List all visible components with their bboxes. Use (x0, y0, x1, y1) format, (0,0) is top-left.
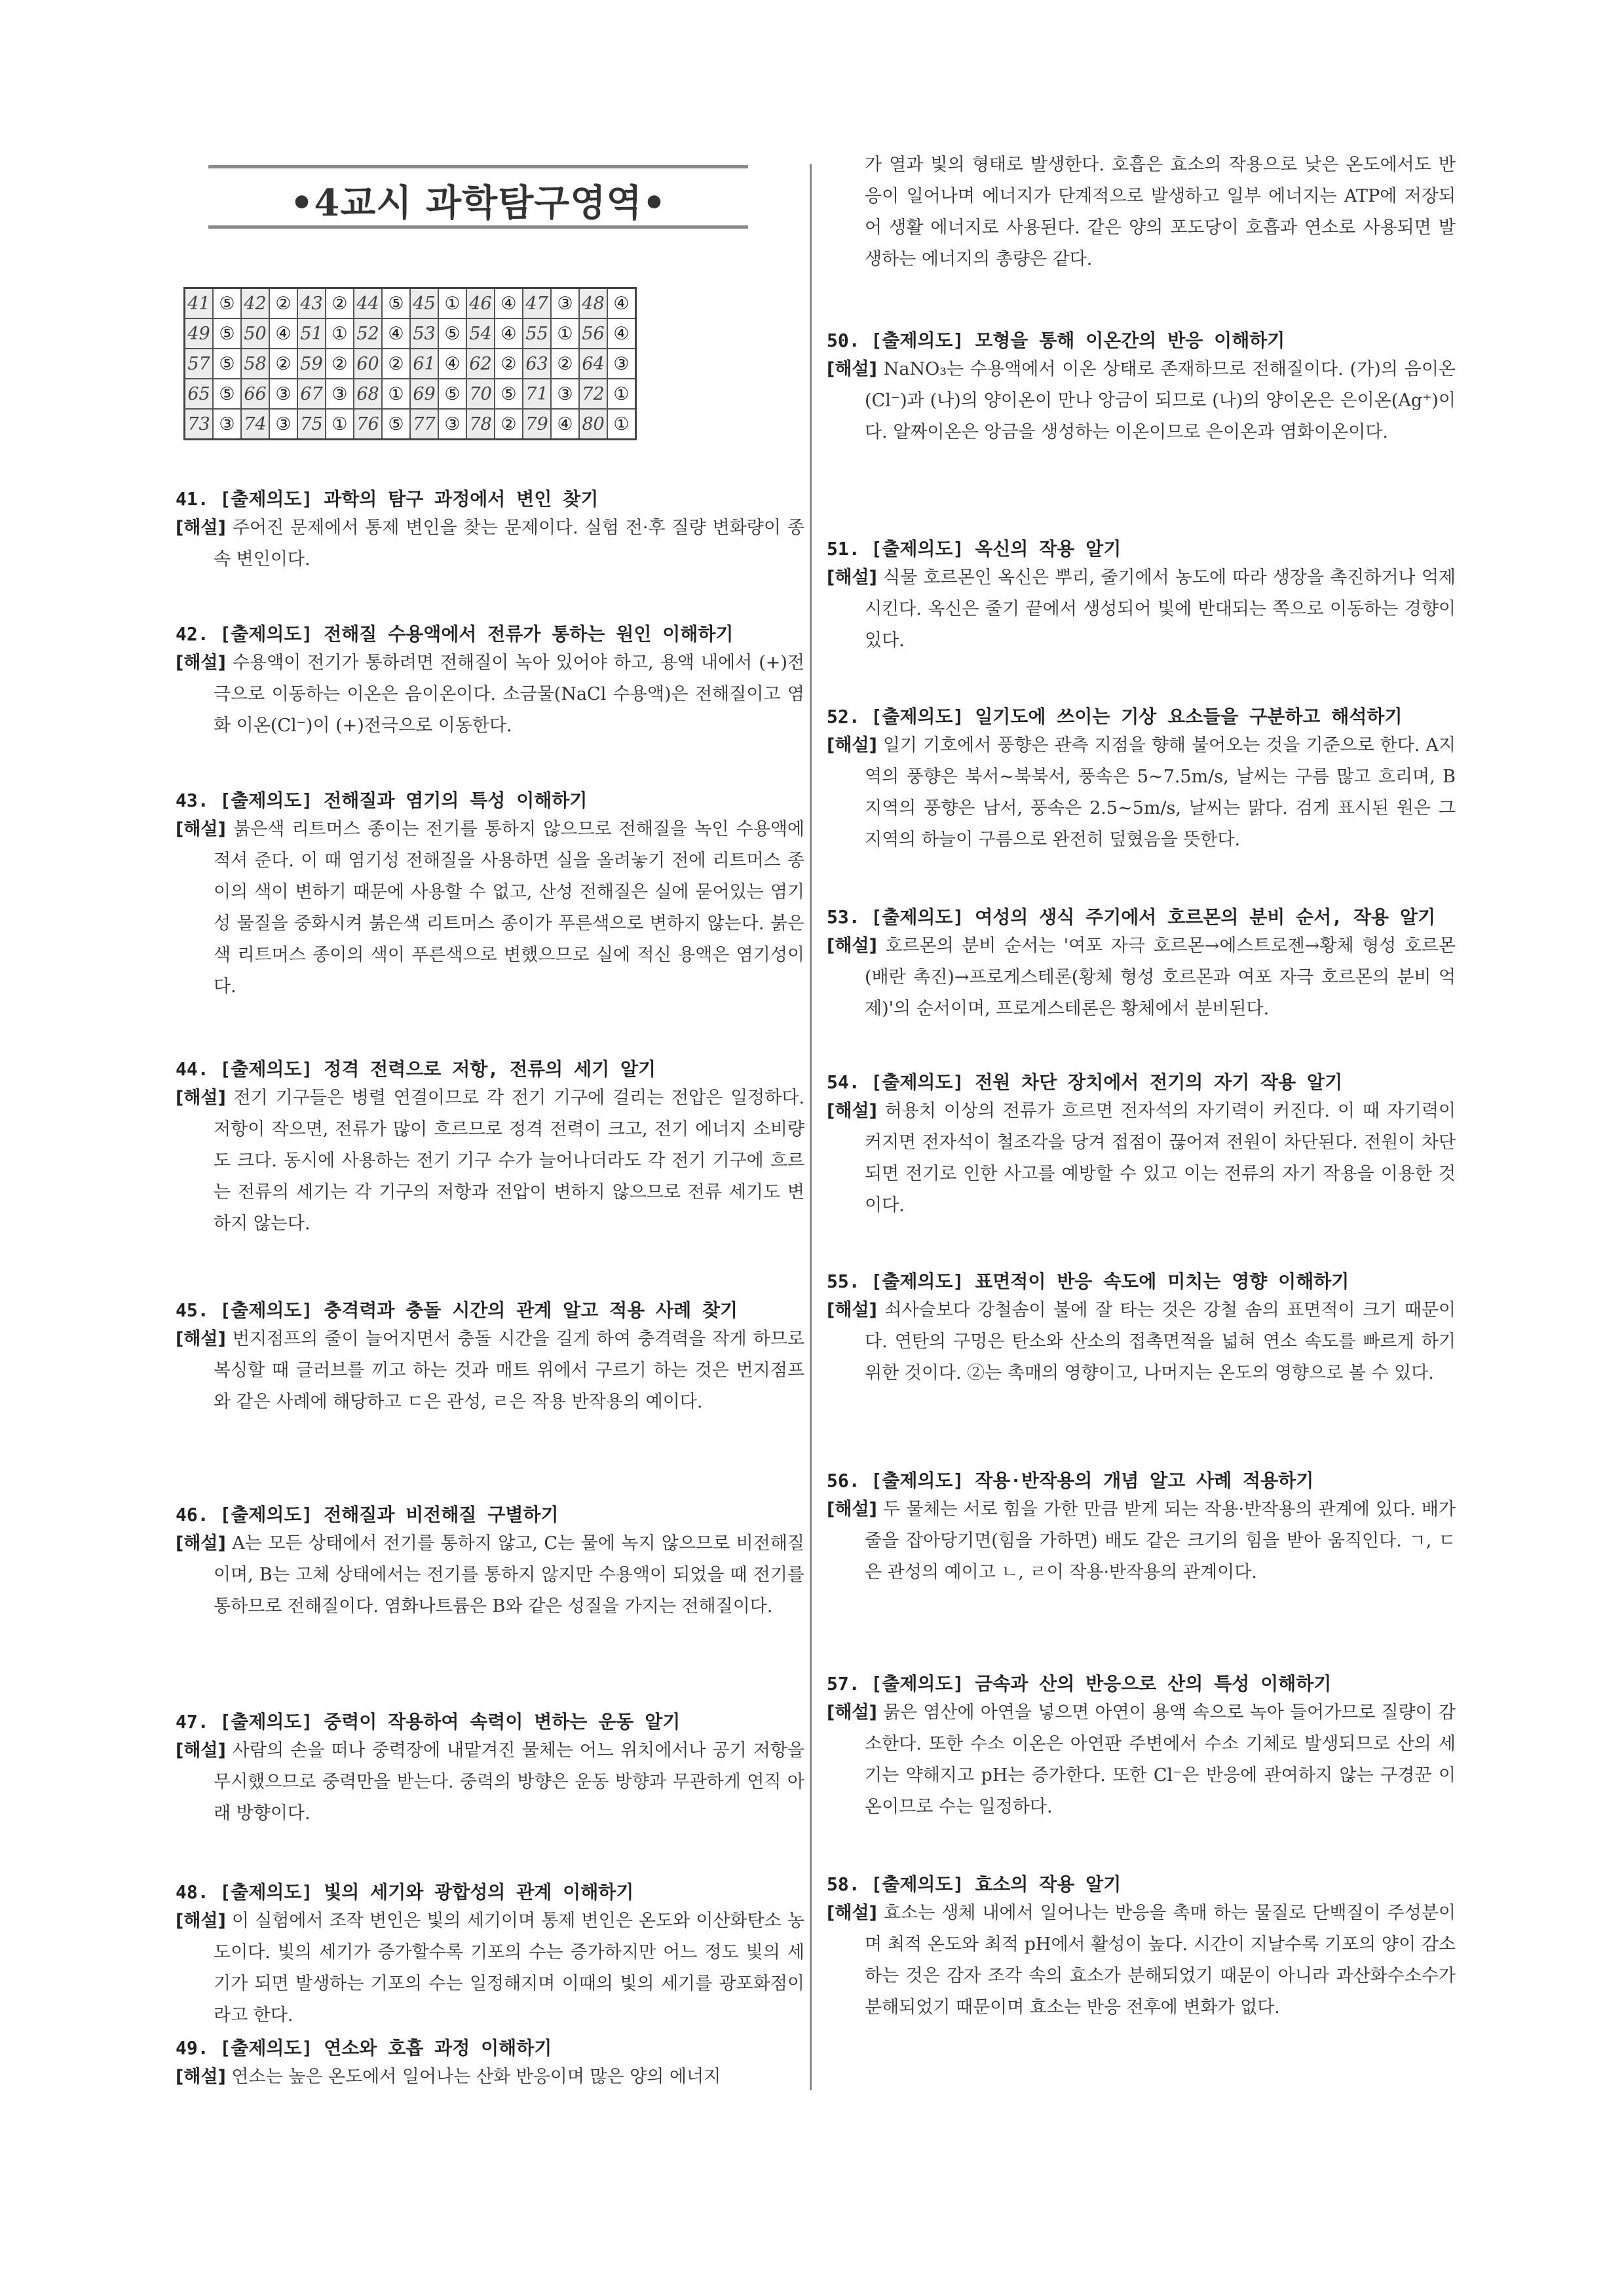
answer-choice: ④ (269, 318, 297, 349)
question-56 (827, 1468, 1456, 1588)
explanation-text: NaNO₃는 수용액에서 이온 상태로 존재하므로 전해질이다. (가)의 음이온(Cl⁻)과 (나)의 양이온이 만나 앙금이 되므로 (나)의 양이온은 은이온(Ag⁺)이다. 알짜이온은 앙금을 생성하는 이온이므로 은이온과 염화이온이다. (865, 359, 1456, 442)
explanation-text: 수용액이 전기가 통하려면 전해질이 녹아 있어야 하고, 용액 내에서 (+)전극으로 이동하는 이온은 음이온이다. 소금물(NaCl 수용액)은 전해질이고 염화 이온(Cl⁻)이 (+)전극으로 이동한다. (214, 653, 804, 736)
title-rule-bottom (208, 225, 748, 229)
question-head: 43. [출제의도] 전해질과 염기의 특성 이해하기 (176, 790, 588, 811)
answer-number: 55 (523, 318, 551, 349)
explanation-text: 허용치 이상의 전류가 흐르면 전자석의 자기력이 커진다. 이 때 자기력이 커지면 전자석이 철조각을 당겨 접점이 끊어져 전원이 차단된다. 전원이 차단되면 전기로 인한 사고를 예방할 수 있고 이는 전류의 자기 작용을 이용한 것이다. (865, 1101, 1456, 1215)
question-body (176, 1082, 804, 1240)
answer-choice: ③ (269, 379, 297, 409)
answer-choice: ③ (326, 379, 354, 409)
explanation-tag: [해설] (827, 359, 877, 379)
explanation-text: 효소는 생체 내에서 일어나는 반응을 촉매 하는 물질로 단백질이 주성분이며 최적 온도와 최적 pH에서 활성이 높다. 시간이 지날수록 기포의 양이 감소하는 것은 감자 조각 속의 효소가 분해되었기 때문이 아니라 과산화수소수가 분해되었기 때문이며 효소는 반응 전후에 변화가 없다. (865, 1903, 1456, 2018)
question-53 (827, 904, 1456, 1025)
explanation-tag: [해설] (176, 1329, 226, 1349)
question-body (176, 1324, 804, 1418)
answer-choice: ② (382, 349, 410, 379)
explanation-tag: [해설] (176, 1911, 226, 1931)
answer-number: 49 (185, 318, 214, 349)
question-body (827, 354, 1456, 448)
answer-choice: ④ (495, 318, 523, 349)
answer-choice: ⑤ (213, 318, 241, 349)
explanation-text: 번지점프의 줄이 늘어지면서 충돌 시간을 길게 하여 충격력을 작게 하므로 복싱할 때 글러브를 끼고 하는 것과 매트 위에서 구르기 하는 것은 번지점프와 같은 사례에 해당하고 ㄷ은 관성, ㄹ은 작용 반작용의 예이다. (214, 1329, 804, 1412)
question-head: 56. [출제의도] 작용·반작용의 개념 알고 사례 적용하기 (827, 1470, 1314, 1491)
explanation-tag: [해설] (827, 567, 877, 588)
answer-number: 80 (579, 409, 607, 440)
question-head: 45. [출제의도] 충격력과 충돌 시간의 관계 알고 적용 사례 찾기 (176, 1299, 738, 1321)
explanation-tag: [해설] (176, 2067, 226, 2087)
explanation-tag: [해설] (827, 735, 877, 756)
question-body (827, 1898, 1456, 2023)
explanation-tag: [해설] (176, 1533, 226, 1554)
question-body (176, 1528, 804, 1622)
answer-choice: ③ (269, 409, 297, 440)
answer-choice: ③ (607, 349, 636, 379)
question-body (827, 1697, 1456, 1823)
explanation-text: 전기 기구들은 병렬 연결이므로 각 전기 기구에 걸리는 전압은 일정하다. 저항이 작으면, 전류가 많이 흐르므로 정격 전력이 크고, 전기 에너지 소비량도 크다. 동시에 사용하는 전기 기구 수가 늘어나더라도 각 전기 기구에 흐르는 전류의 세기는 각 기구의 저항과 전압이 변하지 않으므로 전류 세기도 변하지 않는다. (214, 1088, 804, 1234)
question-head: 44. [출제의도] 정격 전력으로 저항, 전류의 세기 알기 (176, 1058, 656, 1080)
explanation-text: A는 모든 상태에서 전기를 통하지 않고, C는 물에 녹지 않으므로 비전해질이며, B는 고체 상태에서는 전기를 통하지 않지만 수용액이 되었을 때 전기를 통하므로 전해질이다. 염화나트륨은 B와 같은 성질을 가지는 전해질이다. (214, 1533, 804, 1617)
explanation-tag: [해설] (176, 518, 226, 538)
explanation-text: 호르몬의 분비 순서는 '여포 자극 호르몬→에스트로젠→황체 형성 호르몬(배란 촉진)→프로게스테론(황체 형성 호르몬과 여포 자극 호르몬의 분비 억제)'의 순서이며, 프로게스테론은 황체에서 분비된다. (865, 936, 1456, 1019)
question-41 (176, 486, 804, 575)
answer-number: 46 (466, 288, 495, 319)
answer-choice: ② (495, 349, 523, 379)
explanation-text: 일기 기호에서 풍향은 관측 지점을 향해 불어오는 것을 기준으로 한다. A지역의 풍향은 북서~북북서, 풍속은 5~7.5m/s, 날씨는 구름 많고 흐리며, B지역의 풍향은 남서, 풍속은 2.5~5m/s, 날씨는 맑다. 검게 표시된 원은 그 지역의 하늘이 구름으로 완전히 덮혔음을 뜻한다. (865, 735, 1456, 850)
answer-number: 56 (579, 318, 607, 349)
answer-choice: ① (326, 409, 354, 440)
answer-number: 42 (241, 288, 269, 319)
answer-choice: ③ (213, 409, 241, 440)
answer-number: 71 (523, 379, 551, 409)
explanation-text: 묽은 염산에 아연을 넣으면 아연이 용액 속으로 녹아 들어가므로 질량이 감소한다. 또한 수소 이온은 아연판 주변에서 수소 기체로 발생되므로 산의 세기는 약해지고 pH는 증가한다. 또한 Cl⁻은 반응에 관여하지 않는 구경꾼 이온이므로 수는 일정하다. (865, 1702, 1456, 1817)
answer-choice: ① (382, 379, 410, 409)
question-49-continued (827, 149, 1456, 275)
answer-row (185, 349, 636, 379)
explanation-tag: [해설] (827, 936, 877, 956)
explanation-tag: [해설] (176, 653, 226, 673)
question-head: 51. [출제의도] 옥신의 작용 알기 (827, 538, 1122, 560)
explanation-tag: [해설] (176, 1740, 226, 1761)
answer-number: 41 (185, 288, 214, 319)
section-title: •4교시 과학탐구영역• (290, 182, 667, 225)
answer-choice: ④ (551, 409, 579, 440)
answer-number: 63 (523, 349, 551, 379)
answer-number: 74 (241, 409, 269, 440)
question-head: 48. [출제의도] 빛의 세기와 광합성의 관계 이해하기 (176, 1881, 634, 1903)
question-body (176, 647, 804, 742)
explanation-text: 두 물체는 서로 힘을 가한 만큼 받게 되는 작용·반작용의 관계에 있다. 배가 줄을 잡아당기면(힘을 가하면) 배도 같은 크기의 힘을 받아 움직인다. ㄱ, ㄷ은 관성의 예이고 ㄴ, ㄹ이 작용·반작용의 관계이다. (865, 1499, 1456, 1582)
answer-row (185, 288, 636, 319)
answer-choice: ① (438, 288, 466, 319)
answer-choice: ① (326, 318, 354, 349)
explanation-text: 연소는 높은 온도에서 일어나는 산화 반응이며 많은 양의 에너지 (225, 2067, 721, 2087)
answer-choice: ④ (495, 288, 523, 319)
question-44 (176, 1056, 804, 1240)
question-42 (176, 621, 804, 742)
answer-number: 57 (185, 349, 214, 379)
question-head: 42. [출제의도] 전해질 수용액에서 전류가 통하는 원인 이해하기 (176, 623, 734, 645)
answer-number: 48 (579, 288, 607, 319)
answer-number: 76 (354, 409, 382, 440)
answer-number: 54 (466, 318, 495, 349)
answer-choice: ④ (382, 318, 410, 349)
question-head: 49. [출제의도] 연소와 호흡 과정 이해하기 (176, 2037, 552, 2059)
answer-row (185, 318, 636, 349)
answer-choice: ④ (607, 288, 636, 319)
question-body (827, 562, 1456, 657)
explanation-tag: [해설] (176, 819, 226, 839)
question-body (176, 814, 804, 1003)
answer-choice: ④ (607, 318, 636, 349)
answer-number: 79 (523, 409, 551, 440)
answer-choice: ⑤ (438, 379, 466, 409)
question-head: 57. [출제의도] 금속과 산의 반응으로 산의 특성 이해하기 (827, 1673, 1332, 1694)
question-57 (827, 1671, 1456, 1823)
continuation-text: 가 열과 빛의 형태로 발생한다. 호흡은 효소의 작용으로 낮은 온도에서도 반응이 일어나며 에너지가 단계적으로 발생하고 일부 에너지는 ATP에 저장되어 생활 에너지로 사용된다. 같은 양의 포도당이 호흡과 연소로 사용되면 발생하는 에너지의 총량은 같다. (865, 155, 1456, 269)
answer-choice: ⑤ (438, 318, 466, 349)
answer-number: 70 (466, 379, 495, 409)
explanation-tag: [해설] (827, 1499, 877, 1520)
question-head: 53. [출제의도] 여성의 생식 주기에서 호르몬의 분비 순서, 작용 알기 (827, 906, 1436, 928)
answer-choice: ⑤ (495, 379, 523, 409)
answer-choice: ② (269, 349, 297, 379)
answer-number: 62 (466, 349, 495, 379)
answer-choice: ① (551, 318, 579, 349)
explanation-text: 붉은색 리트머스 종이는 전기를 통하지 않으므로 전해질을 녹인 수용액에 적셔 준다. 이 때 염기성 전해질을 사용하면 실을 올려놓기 전에 리트머스 종이의 색이 변하기 때문에 사용할 수 없고, 산성 전해질은 실에 묻어있는 염기성 물질을 중화시켜 붉은색 리트머스 종이가 푸른색으로 변하지 않는다. 붉은색 리트머스 종이의 색이 푸른색으로 변했으므로 실에 적신 용액은 염기성이다. (214, 819, 804, 997)
question-head: 54. [출제의도] 전원 차단 장치에서 전기의 자기 작용 알기 (827, 1071, 1343, 1093)
answer-choice: ② (495, 409, 523, 440)
answer-choice: ④ (438, 349, 466, 379)
answer-number: 78 (466, 409, 495, 440)
question-body (827, 1494, 1456, 1588)
question-body (827, 730, 1456, 856)
answer-number: 47 (523, 288, 551, 319)
question-head: 52. [출제의도] 일기도에 쓰이는 기상 요소들을 구분하고 해석하기 (827, 706, 1403, 727)
answer-table (183, 287, 637, 440)
answer-number: 45 (410, 288, 438, 319)
explanation-tag: [해설] (176, 1088, 226, 1108)
question-47 (176, 1709, 804, 1829)
explanation-text: 이 실험에서 조작 변인은 빛의 세기이며 통제 변인은 온도와 이산화탄소 농도이다. 빛의 세기가 증가할수록 기포의 수는 증가하지만 어느 정도 빛의 세기가 되면 발생하는 기포의 수는 일정해지며 이때의 빛의 세기를 광포화점이라고 한다. (214, 1911, 804, 2025)
question-body (176, 512, 804, 575)
answer-choice: ⑤ (382, 288, 410, 319)
question-46 (176, 1502, 804, 1622)
title-rule-top (208, 165, 748, 168)
question-50 (827, 328, 1456, 448)
answer-choice: ② (326, 288, 354, 319)
question-head: 46. [출제의도] 전해질과 비전해질 구별하기 (176, 1504, 559, 1525)
answer-choice: ⑤ (213, 379, 241, 409)
answer-number: 51 (297, 318, 326, 349)
question-body (176, 2061, 804, 2093)
explanation-tag: [해설] (827, 1903, 877, 1923)
explanation-tag: [해설] (827, 1101, 877, 1121)
question-48 (176, 1879, 804, 2031)
answer-choice: ② (551, 349, 579, 379)
answer-number: 72 (579, 379, 607, 409)
answer-number: 69 (410, 379, 438, 409)
question-52 (827, 704, 1456, 856)
question-body (827, 930, 1456, 1025)
explanation-tag: [해설] (827, 1702, 877, 1723)
answer-choice: ② (269, 288, 297, 319)
answer-number: 77 (410, 409, 438, 440)
column-divider (810, 164, 812, 2090)
explanation-text: 사람의 손을 떠나 중력장에 내맡겨진 물체는 어느 위치에서나 공기 저항을 무시했으므로 중력만을 받는다. 중력의 방향은 운동 방향과 무관하게 연직 아래 방향이다. (214, 1740, 804, 1824)
answer-number: 67 (297, 379, 326, 409)
question-51 (827, 536, 1456, 657)
answer-number: 66 (241, 379, 269, 409)
question-58 (827, 1871, 1456, 2023)
answer-number: 52 (354, 318, 382, 349)
explanation-text: 식물 호르몬인 옥신은 뿌리, 줄기에서 농도에 따라 생장을 촉진하거나 억제시킨다. 옥신은 줄기 끝에서 생성되어 빛에 반대되는 쪽으로 이동하는 경향이 있다. (865, 567, 1456, 651)
answer-number: 50 (241, 318, 269, 349)
answer-number: 58 (241, 349, 269, 379)
answer-choice: ⑤ (213, 349, 241, 379)
answer-number: 68 (354, 379, 382, 409)
answer-number: 53 (410, 318, 438, 349)
section-title-box (208, 163, 748, 232)
answer-number: 75 (297, 409, 326, 440)
answer-row (185, 409, 636, 440)
answer-choice: ⑤ (213, 288, 241, 319)
question-head: 50. [출제의도] 모형을 통해 이온간의 반응 이해하기 (827, 330, 1285, 351)
question-55 (827, 1269, 1456, 1389)
question-head: 58. [출제의도] 효소의 작용 알기 (827, 1873, 1122, 1895)
explanation-tag: [해설] (827, 1300, 877, 1320)
question-body (176, 1735, 804, 1829)
answer-number: 61 (410, 349, 438, 379)
question-body (827, 1096, 1456, 1221)
explanation-text: 쇠사슬보다 강철솜이 불에 잘 타는 것은 강철 솜의 표면적이 크기 때문이다. 연탄의 구멍은 탄소와 산소의 접촉면적을 넓혀 연소 속도를 빠르게 하기 위한 것이다. ②는 촉매의 영향이고, 나머지는 온도의 영향으로 볼 수 있다. (865, 1300, 1456, 1383)
question-54 (827, 1069, 1456, 1221)
question-head: 55. [출제의도] 표면적이 반응 속도에 미치는 영향 이해하기 (827, 1271, 1350, 1292)
question-43 (176, 788, 804, 1003)
answer-choice: ① (607, 409, 636, 440)
question-head: 41. [출제의도] 과학의 탐구 과정에서 변인 찾기 (176, 488, 599, 510)
answer-number: 44 (354, 288, 382, 319)
question-head: 47. [출제의도] 중력이 작용하여 속력이 변하는 운동 알기 (176, 1711, 681, 1732)
question-body (176, 1905, 804, 2031)
explanation-text: 주어진 문제에서 통제 변인을 찾는 문제이다. 실험 전·후 질량 변화량이 종속 변인이다. (214, 518, 804, 569)
answer-number: 65 (185, 379, 214, 409)
question-45 (176, 1297, 804, 1418)
answer-row (185, 379, 636, 409)
answer-choice: ② (326, 349, 354, 379)
answer-number: 60 (354, 349, 382, 379)
question-49 (176, 2035, 804, 2093)
answer-choice: ① (607, 379, 636, 409)
question-body (827, 1295, 1456, 1389)
answer-choice: ③ (551, 288, 579, 319)
answer-choice: ⑤ (382, 409, 410, 440)
answer-number: 73 (185, 409, 214, 440)
answer-number: 59 (297, 349, 326, 379)
answer-number: 43 (297, 288, 326, 319)
answer-number: 64 (579, 349, 607, 379)
answer-choice: ③ (438, 409, 466, 440)
answer-choice: ③ (551, 379, 579, 409)
